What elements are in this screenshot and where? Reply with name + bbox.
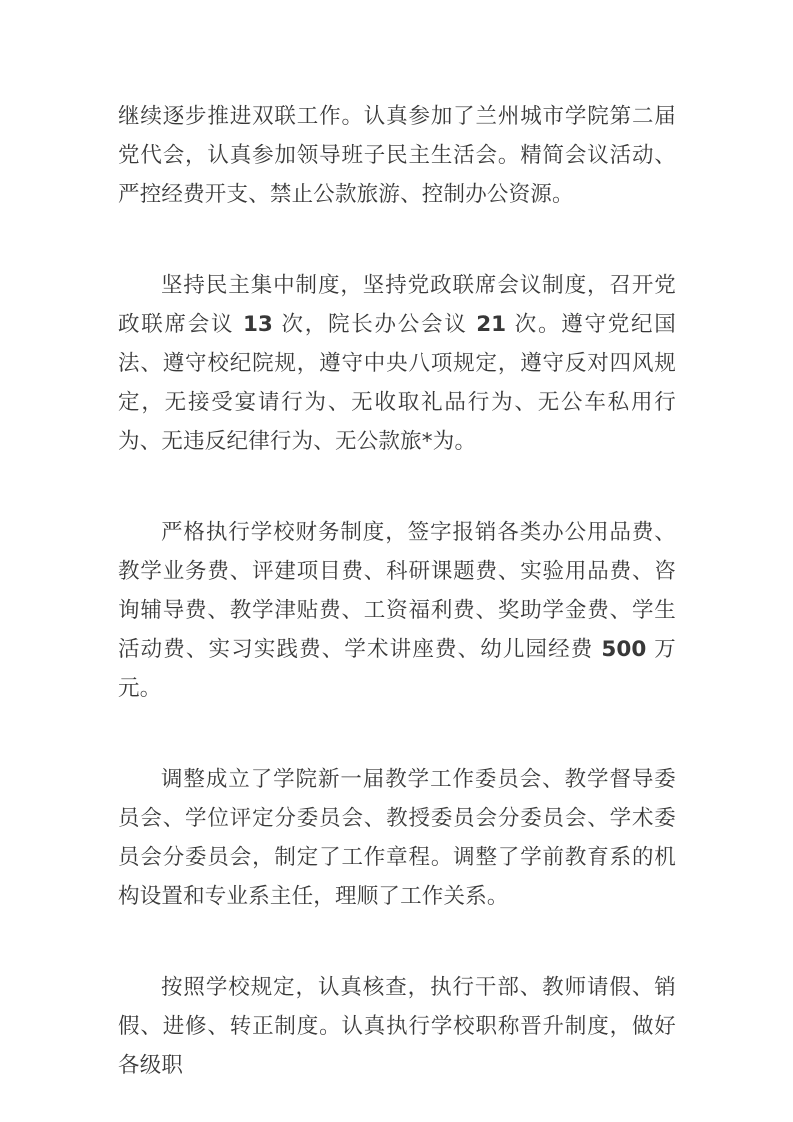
document-body — [118, 97, 676, 1085]
paragraph: 按照学校规定，认真核查，执行干部、教师请假、销假、进修、转正制度。认真执行学校职称晋升制度，做好各级职 — [118, 975, 676, 1078]
paragraph: 调整成立了学院新一届教学工作委员会、教学督导委员会、学位评定分委员会、教授委员会分委员会、学术委员会分委员会，制定了工作章程。调整了学前教育系的机构设置和专业系主任，理顺了工作关系。 — [118, 767, 676, 909]
paragraph: 坚持民主集中制度，坚持党政联席会议制度，召开党政联席会议 13 次，院长办公会议 21 次。遵守党纪国法、遵守校纪院规，遵守中央八项规定，遵守反对四风规定，无接受宴请行为、无收取礼品行为、无公车私用行为、无违反纪律行为、无公款旅*为。 — [118, 273, 677, 454]
paragraph: 严格执行学校财务制度，签字报销各类办公用品费、教学业务费、评建项目费、科研课题费、实验用品费、咨询辅导费、教学津贴费、工资福利费、奖助学金费、学生活动费、实习实践费、学术讲座费、幼儿园经费 500 万元。 — [118, 520, 676, 701]
paragraph: 继续逐步推进双联工作。认真参加了兰州城市学院第二届党代会，认真参加领导班子民主生活会。精简会议活动、严控经费开支、禁止公款旅游、控制办公资源。 — [118, 104, 676, 207]
